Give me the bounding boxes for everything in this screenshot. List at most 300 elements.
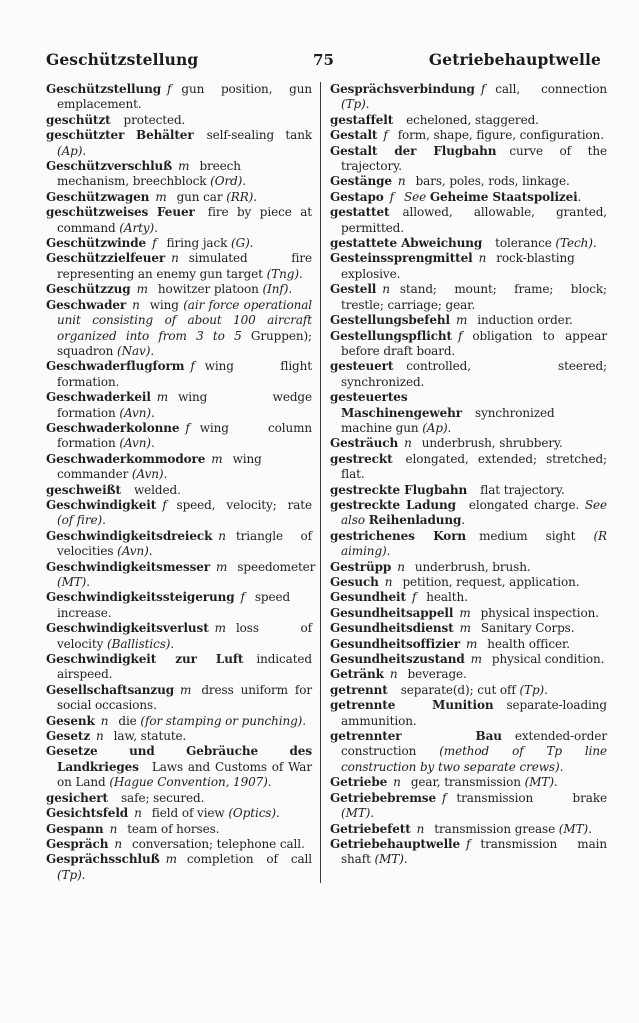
translation-text: self-sealing tank — [206, 128, 312, 143]
usage-label: (of fire) — [57, 513, 103, 528]
gender-label: m — [211, 451, 223, 466]
gender-label: n — [96, 729, 104, 744]
headword: Geschwindigkeit zur Luft — [46, 652, 244, 667]
dictionary-entry — [330, 822, 607, 837]
headword: Geschwaderkommodore — [46, 451, 206, 466]
headword: Gesundheitsdienst — [330, 621, 454, 636]
dictionary-entry — [330, 359, 607, 390]
usage-label: See also — [341, 497, 607, 528]
headword: Gestalt der Flugbahn — [330, 143, 497, 158]
translation-text: elongated, extended; stretched; flat. — [341, 451, 607, 482]
usage-label: (Avn) — [119, 405, 151, 420]
dictionary-entry — [330, 329, 607, 360]
dictionary-entry — [46, 744, 312, 790]
translation-text: . — [302, 713, 306, 728]
gender-label: m — [214, 621, 226, 636]
translation-text: transmission grease — [434, 821, 559, 836]
headword: Getriebefett — [330, 821, 411, 836]
usage-label: (Avn) — [119, 436, 151, 451]
translation-text: petition, request, application. — [402, 575, 580, 589]
dictionary-entry — [46, 452, 312, 483]
dictionary-entry — [330, 637, 607, 652]
translation-text: obligation to appear before draft board. — [341, 328, 607, 358]
dictionary-entry — [330, 529, 607, 560]
gender-label: f — [442, 790, 447, 805]
gender-label: m — [136, 282, 148, 297]
dictionary-entry — [330, 667, 607, 682]
usage-label: (G) — [231, 236, 250, 251]
translation-text: . — [170, 636, 175, 651]
dictionary-entry — [46, 298, 312, 360]
column-divider-rule — [320, 82, 321, 883]
headword: Gestellungsbefehl — [330, 313, 450, 328]
dictionary-entry — [330, 82, 607, 113]
dictionary-entry — [46, 559, 316, 591]
headword: Gestapo — [330, 189, 384, 204]
headword: getrennte Munition — [330, 698, 494, 713]
translation-text: triangle of velocities — [57, 528, 312, 559]
headword: gesichert — [46, 790, 108, 805]
headword: Geschützverschluß — [46, 159, 173, 174]
translation-text: . — [447, 420, 452, 435]
translation-text: Laws and Customs of War on Land — [57, 759, 312, 790]
dictionary-entry — [330, 575, 607, 590]
text-body — [46, 82, 608, 883]
dictionary-entry — [46, 837, 312, 852]
running-header — [46, 50, 601, 69]
headword: Gesprächsschluß — [46, 852, 160, 867]
headword: Geschwindigkeit — [46, 497, 157, 512]
gender-label: f — [240, 590, 245, 605]
gender-label: f — [167, 82, 172, 96]
headword: Gesetz — [46, 729, 91, 744]
usage-label: (Tech) — [555, 236, 593, 251]
dictionary-entry — [46, 421, 312, 452]
translation-text: simulated fire representing an enemy gun target — [57, 251, 312, 281]
dictionary-entry — [330, 251, 607, 282]
dictionary-entry — [46, 128, 312, 159]
translation-text: gun position, gun emplacement. — [57, 82, 312, 112]
translation-text: allowed, allowable, granted, permitted. — [341, 205, 607, 235]
headword: Geschwaderkolonne — [46, 420, 180, 435]
translation-text: speedometer — [237, 559, 316, 574]
translation-text: . — [253, 189, 257, 204]
dictionary-entry — [330, 791, 607, 822]
page-number: 75 — [312, 51, 335, 69]
dictionary-entry — [330, 698, 607, 729]
headword: Gespann — [46, 821, 104, 836]
dictionary-entry — [330, 452, 607, 483]
dictionary-entry — [46, 390, 312, 421]
headword: Getriebe — [330, 775, 388, 790]
headword: Geschützzielfeuer — [46, 251, 166, 266]
usage-label: (MT) — [57, 575, 87, 589]
usage-label: (air force operational unit consisting of about 100 aircraft organized into from 3 to 5 — [57, 297, 312, 343]
gender-label: m — [180, 682, 192, 697]
headword: gesteuertes Maschinengewehr — [330, 390, 463, 420]
headword: Gesträuch — [330, 436, 399, 451]
translation-text: transmission main shaft — [341, 836, 607, 867]
usage-label: (MT) — [341, 806, 371, 821]
running-head-right: Getriebehauptwelle — [428, 50, 601, 69]
translation-text: . — [148, 544, 153, 559]
translation-text: wing flight formation. — [57, 359, 312, 389]
translation-text: tolerance — [495, 236, 556, 251]
dictionary-entry — [330, 390, 607, 436]
headword: Gesundheitsoffizier — [330, 636, 461, 651]
translation-text: separate(d); cut off — [400, 682, 520, 697]
translation-text: . — [370, 806, 374, 821]
headword: Geschwaderkeil — [46, 390, 151, 405]
dictionary-entry — [330, 282, 607, 313]
gender-label: n — [132, 297, 140, 312]
translation-text: call, connection — [495, 82, 607, 96]
gender-label: n — [134, 806, 142, 821]
usage-label: (Tp) — [519, 682, 545, 697]
translation-text: Gruppen); squadron — [57, 328, 312, 358]
headword: geschützt — [46, 112, 111, 127]
gender-label: f — [457, 328, 463, 343]
headword: Gesteinssprengmittel — [330, 251, 473, 266]
translation-text: wing — [149, 297, 184, 312]
gender-label: f — [152, 236, 157, 251]
gender-label: n — [416, 821, 425, 836]
translation-text: gun car — [176, 189, 227, 204]
dictionary-entry — [46, 529, 312, 560]
translation-text: . — [288, 282, 293, 297]
usage-label: (Inf) — [262, 282, 289, 297]
translation-text: . — [577, 189, 582, 204]
usage-label: (Tng) — [266, 266, 299, 281]
translation-text: dress uniform for social occasions. — [57, 682, 312, 713]
dictionary-entry — [46, 483, 312, 498]
gender-label: n — [171, 251, 179, 266]
gender-label: n — [478, 251, 487, 266]
translation-text: . — [559, 759, 564, 774]
translation-text: . — [150, 343, 155, 358]
dictionary-entry — [330, 313, 607, 328]
translation-text: . — [163, 467, 168, 482]
dictionary-entry — [330, 483, 607, 498]
translation-text: health officer. — [487, 636, 570, 651]
translation-text: physical condition. — [491, 652, 605, 667]
headword: gestrichenes Korn — [330, 528, 467, 543]
headword: gestreckte Flugbahn — [330, 482, 468, 497]
headword: getrennt — [330, 682, 388, 697]
dictionary-entry — [330, 837, 607, 868]
right-column — [330, 82, 607, 883]
usage-label: See — [404, 189, 430, 204]
headword: Gesichtsfeld — [46, 806, 129, 821]
gender-label: n — [382, 282, 390, 297]
headword: Gestrüpp — [330, 559, 392, 574]
dictionary-entry — [46, 236, 312, 251]
usage-label: (Avn) — [131, 467, 164, 482]
gender-label: f — [185, 420, 190, 435]
headword: gestreckt — [330, 451, 393, 466]
usage-label: (Optics) — [228, 806, 276, 821]
translation-text: howitzer platoon — [157, 282, 263, 297]
usage-label: (method of Tp line construction by two separate crews) — [341, 744, 608, 774]
usage-label: (MT) — [374, 852, 404, 867]
gender-label: n — [389, 667, 398, 682]
translation-text: loss of velocity — [57, 621, 312, 651]
translation-text: team of horses. — [127, 821, 220, 836]
translation-text: underbrush, brush. — [414, 559, 531, 574]
gender-label: f — [466, 836, 471, 851]
dictionary-entry — [46, 806, 312, 821]
dictionary-entry — [330, 652, 607, 667]
usage-label: (Ord) — [210, 174, 243, 189]
headword: Geschwindigkeitssteigerung — [46, 590, 235, 605]
translation-text: wing commander — [57, 451, 262, 482]
translation-text: . — [249, 236, 254, 251]
dictionary-entry — [330, 144, 607, 175]
dictionary-entry — [46, 652, 312, 683]
translation-text: . — [154, 220, 158, 235]
usage-label: (Ap) — [422, 420, 448, 435]
dictionary-entry — [330, 775, 607, 790]
usage-label: (Ap) — [57, 143, 83, 158]
headword: Gesellschaftsanzug — [46, 682, 175, 697]
cross-reference: Geheime Staatspolizei — [429, 189, 578, 204]
headword: Gestell — [330, 282, 377, 297]
translation-text: Sanitary Corps. — [480, 621, 575, 636]
headword: gesteuert — [330, 359, 394, 374]
gender-label: f — [389, 189, 394, 204]
translation-text: welded. — [134, 482, 181, 497]
usage-label: (for stamping or punching) — [140, 713, 303, 728]
translation-text: stand; mount; frame; block; trestle; carriage; gear. — [341, 282, 607, 312]
translation-text: rock-blasting explosive. — [341, 251, 575, 281]
headword: gestreckte Ladung — [330, 497, 456, 512]
usage-label: (MT) — [524, 775, 554, 790]
dictionary-entry — [46, 729, 312, 744]
dictionary-entry — [330, 236, 607, 251]
translation-text: elongated charge. — [468, 497, 585, 512]
dictionary-entry — [46, 822, 312, 837]
translation-text: . — [267, 775, 272, 790]
dictionary-entry — [46, 251, 312, 282]
translation-text: curve of the trajectory. — [341, 143, 607, 174]
translation-text: speed, velocity; rate — [176, 497, 312, 512]
translation-text: indicated airspeed. — [57, 652, 312, 682]
gender-label: n — [397, 559, 405, 574]
gender-label: f — [190, 359, 195, 374]
translation-text: bars, poles, rods, linkage. — [415, 174, 570, 189]
headword: Geschützzug — [46, 282, 131, 297]
gender-label: m — [459, 605, 471, 620]
dictionary-entry — [46, 590, 312, 621]
translation-text: die — [118, 713, 141, 728]
usage-label: (R aiming) — [341, 528, 607, 559]
usage-label: (Tp) — [341, 97, 366, 112]
translation-text: synchronized machine gun — [341, 405, 555, 435]
translation-text: separate-loading ammunition. — [341, 698, 607, 728]
translation-text: . — [588, 821, 592, 836]
dictionary-entry — [46, 159, 312, 190]
translation-text: . — [82, 143, 87, 158]
headword: Gesuch — [330, 575, 379, 589]
left-column — [46, 82, 316, 883]
translation-text: beverage. — [407, 667, 467, 682]
dictionary-entry — [330, 174, 607, 189]
dictionary-entry — [46, 791, 312, 806]
translation-text: flat trajectory. — [480, 482, 565, 497]
headword: Gesundheitsappell — [330, 605, 454, 620]
dictionary-entry — [330, 113, 607, 128]
gender-label: f — [411, 590, 417, 605]
translation-text: . — [592, 236, 597, 251]
dictionary-entry — [46, 205, 312, 236]
translation-text: underbrush, shrubbery. — [421, 436, 563, 451]
usage-label: (Avn) — [117, 544, 149, 559]
translation-text: transmission brake — [456, 790, 607, 805]
headword: Getriebebremse — [330, 790, 437, 805]
gender-label: m — [155, 189, 167, 204]
dictionary-entry — [46, 190, 312, 205]
headword: Geschützwinde — [46, 236, 147, 251]
translation-text: wing wedge formation — [57, 390, 312, 420]
headword: gestaffelt — [330, 112, 394, 127]
translation-text: . — [81, 867, 86, 882]
gender-label: m — [165, 852, 177, 867]
dictionary-entry — [46, 683, 312, 714]
translation-text: field of view — [151, 806, 229, 821]
gender-label: n — [393, 775, 401, 790]
usage-label: (Ballistics) — [107, 636, 171, 651]
translation-text: . — [242, 174, 246, 189]
translation-text: wing column formation — [57, 420, 312, 451]
headword: gestattet — [330, 205, 390, 220]
gender-label: m — [156, 390, 169, 405]
dictionary-entry — [330, 128, 607, 143]
translation-text: . — [150, 436, 155, 451]
headword: Gestänge — [330, 174, 392, 189]
headword: geschützter Behälter — [46, 128, 194, 143]
translation-text: gear, transmission — [410, 775, 525, 790]
headword: Gestalt — [330, 128, 378, 143]
gender-label: n — [109, 821, 118, 836]
headword: Geschützwagen — [46, 189, 150, 204]
headword: Gesenk — [46, 713, 95, 728]
dictionary-entry — [46, 498, 312, 529]
gender-label: f — [383, 128, 388, 143]
dictionary-entry — [330, 205, 607, 236]
dictionary-entry — [330, 621, 607, 636]
headword: Getränk — [330, 667, 384, 682]
translation-text: completion of call — [186, 852, 312, 867]
gender-label: n — [114, 836, 122, 851]
usage-label: (Arty) — [119, 220, 155, 235]
dictionary-entry — [46, 82, 312, 113]
headword: Geschwader — [46, 297, 127, 312]
translation-text: controlled, steered; synchronized. — [341, 359, 607, 389]
headword: Gestellungspflicht — [330, 328, 452, 343]
headword: Geschwindigkeitsmesser — [46, 559, 211, 574]
dictionary-entry — [330, 606, 607, 621]
dictionary-entry — [46, 714, 312, 729]
translation-text: fire by piece at command — [57, 205, 312, 235]
usage-label: (Hague Convention, 1907) — [109, 775, 268, 790]
dictionary-entry — [330, 590, 607, 605]
gender-label: m — [216, 559, 228, 574]
gender-label: n — [404, 436, 412, 451]
translation-text: . — [298, 266, 303, 281]
gender-label: m — [466, 636, 478, 651]
translation-text: . — [461, 513, 466, 528]
gender-label: m — [459, 621, 471, 636]
dictionary-entry — [46, 621, 312, 652]
translation-text: medium sight — [479, 528, 594, 543]
usage-label: (Nav) — [117, 343, 151, 358]
translation-text: speed increase. — [57, 590, 291, 620]
gender-label: m — [455, 313, 468, 328]
translation-text: . — [553, 775, 558, 790]
usage-label: (RR) — [226, 189, 254, 204]
headword: Geschützstellung — [46, 82, 162, 96]
headword: geschützweises Feuer — [46, 205, 195, 220]
gender-label: m — [470, 652, 482, 667]
dictionary-entry — [46, 282, 312, 297]
gender-label: n — [397, 174, 406, 189]
headword: Gesundheitszustand — [330, 652, 465, 667]
headword: Gesetze und Gebräuche des Landkrieges — [46, 744, 312, 774]
headword: Geschwaderflugform — [46, 359, 185, 374]
dictionary-entry — [330, 436, 607, 451]
translation-text: conversation; telephone call. — [132, 836, 305, 851]
translation-text: extended-order construction — [341, 729, 607, 759]
translation-text: breech mechanism, breechblock — [57, 159, 241, 189]
cross-reference: Reihenladung — [368, 513, 462, 528]
dictionary-entry — [330, 498, 607, 529]
translation-text: physical inspection. — [480, 605, 599, 620]
gender-label: n — [218, 528, 226, 543]
translation-text: . — [150, 405, 155, 420]
translation-text: induction order. — [477, 313, 573, 328]
translation-text: . — [365, 97, 370, 112]
translation-text: protected. — [123, 112, 186, 127]
gender-label: n — [100, 713, 109, 728]
translation-text: . — [275, 806, 280, 821]
headword: Geschwindigkeitsverlust — [46, 621, 209, 636]
dictionary-entry — [330, 683, 607, 698]
headword: getrennter Bau — [330, 729, 502, 744]
translation-text: echeloned, staggered. — [406, 112, 539, 127]
translation-text: safe; secured. — [120, 790, 205, 805]
dictionary-entry — [330, 190, 607, 205]
translation-text: . — [403, 852, 408, 867]
translation-text: . — [86, 575, 90, 589]
translation-text: firing jack — [166, 236, 231, 251]
usage-label: (Tp) — [57, 867, 82, 882]
headword: geschweißt — [46, 482, 121, 497]
running-head-left: Geschützstellung — [46, 50, 199, 69]
headword: Gesundheit — [330, 590, 406, 605]
gender-label: m — [178, 159, 190, 174]
dictionary-entry — [46, 359, 312, 390]
translation-text: health. — [426, 590, 468, 605]
translation-text: . — [386, 544, 391, 559]
translation-text: . — [544, 682, 548, 697]
headword: Gesprächsverbindung — [330, 82, 475, 96]
gender-label: f — [480, 82, 486, 96]
headword: Gespräch — [46, 836, 109, 851]
translation-text: form, shape, figure, configuration. — [397, 128, 604, 143]
translation-text: law, statute. — [113, 729, 187, 744]
dictionary-entry — [330, 560, 607, 575]
dictionary-entry — [46, 113, 312, 128]
